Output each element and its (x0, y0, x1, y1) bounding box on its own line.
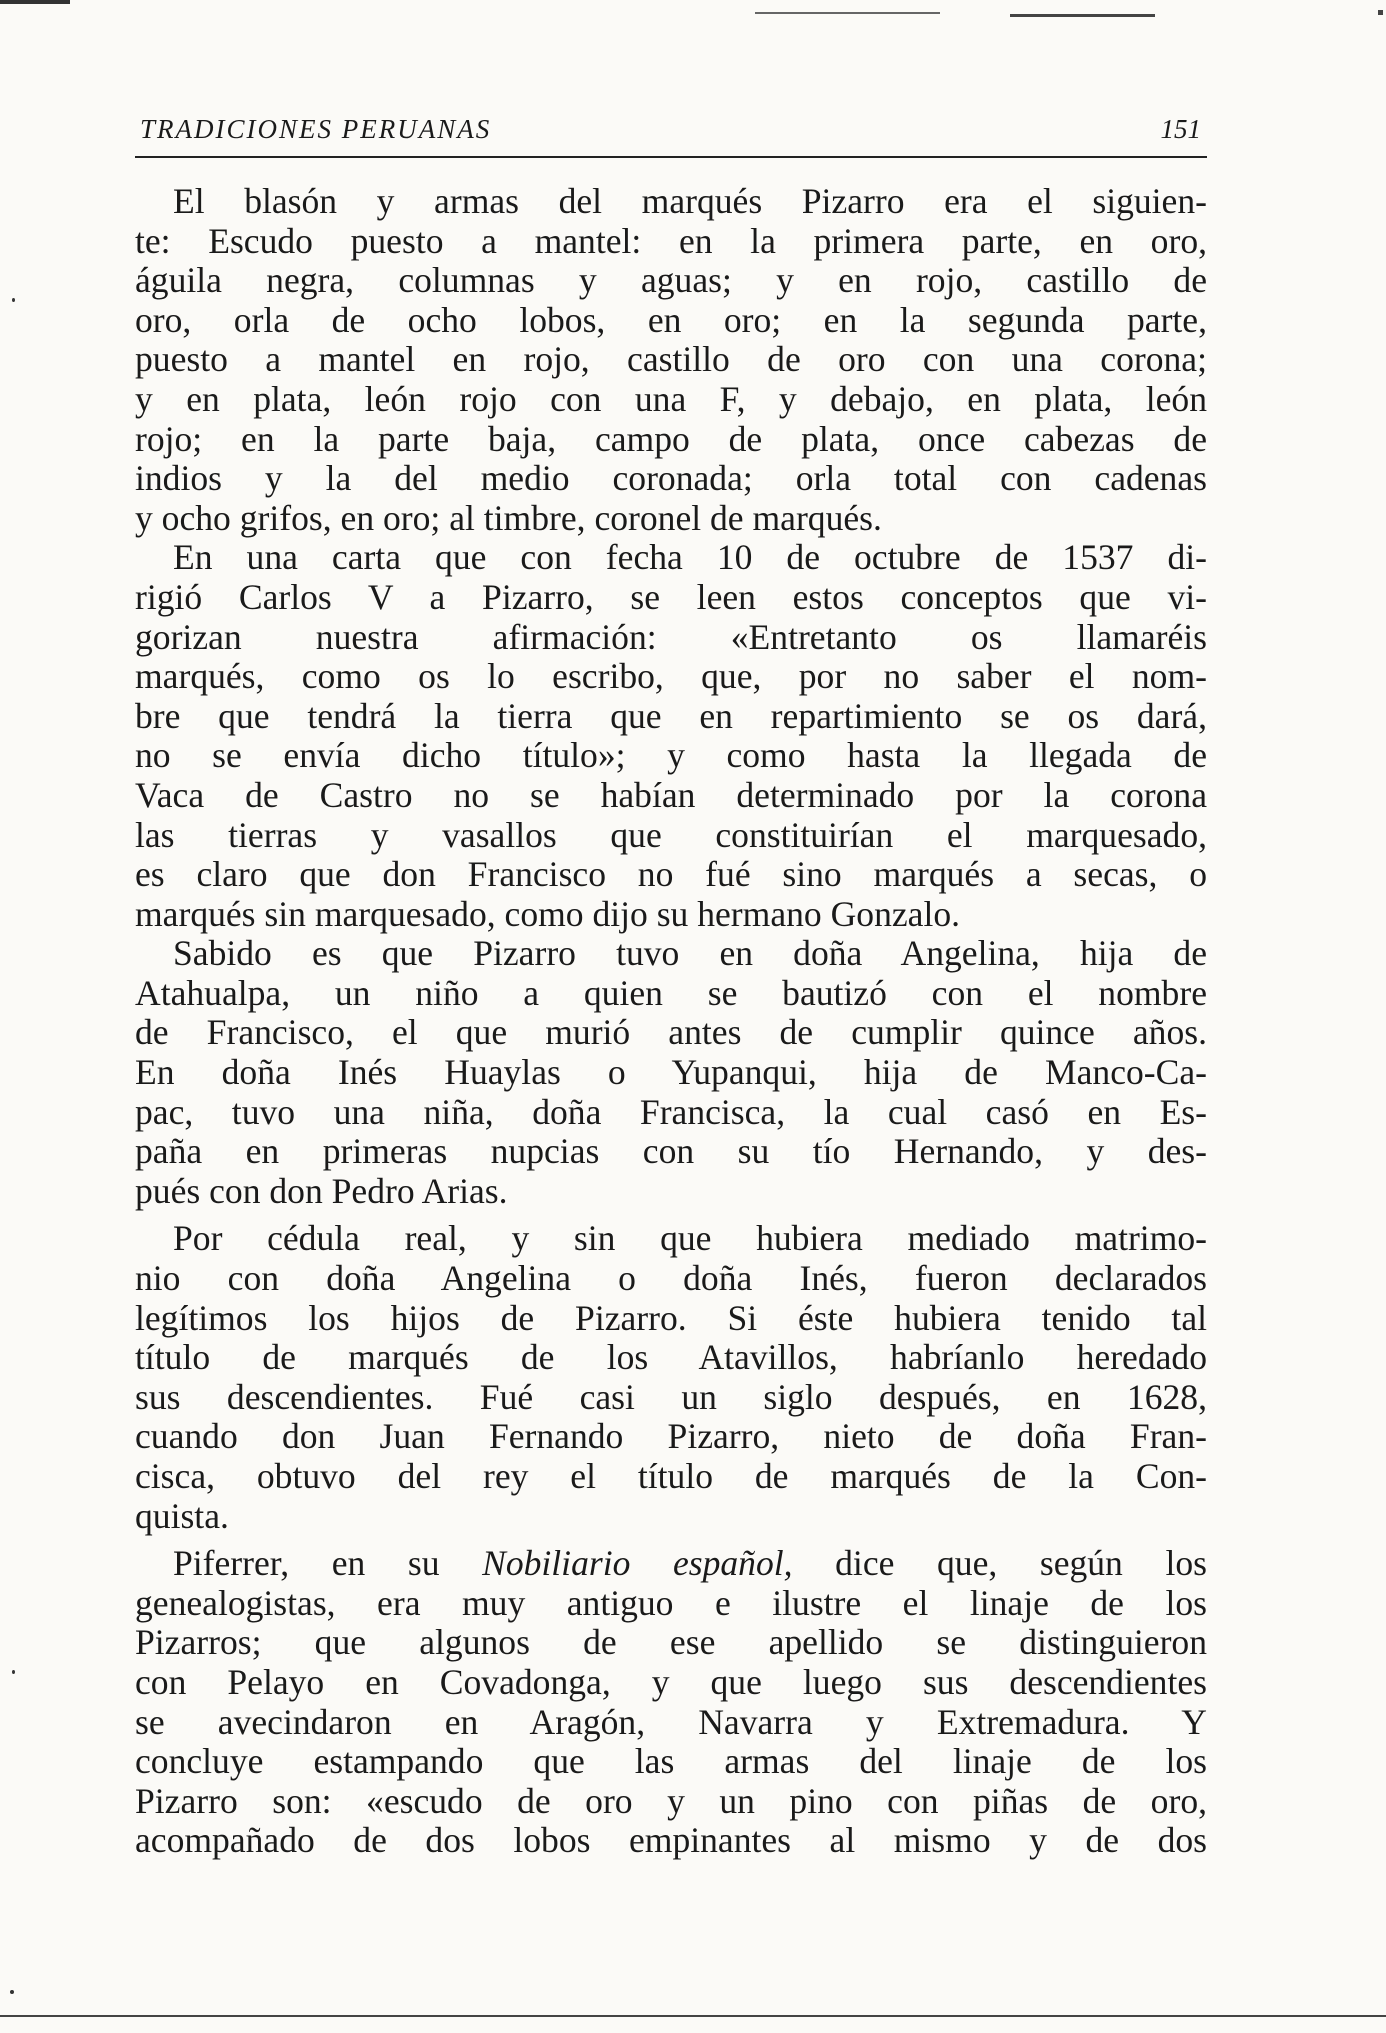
book-title: TRADICIONES PERUANAS (140, 114, 492, 144)
text-line: bre que tendrá la tierra que en repartimiento se os dará, (135, 695, 1207, 736)
scan-speck (12, 298, 15, 302)
text-line: oro, orla de ocho lobos, en oro; en la segunda parte, (135, 299, 1207, 340)
scan-speck (10, 1990, 14, 1994)
text-line: legítimos los hijos de Pizarro. Si éste hubiera tenido tal (135, 1297, 1207, 1338)
text-line: y ocho grifos, en oro; al timbre, coronel de marqués. (135, 497, 882, 538)
text-line: El blasón y armas del marqués Pizarro era el siguien- (173, 181, 1207, 221)
book-title-italic: Nobiliario español, (482, 1543, 793, 1584)
scan-mark (1378, 10, 1383, 15)
text-line: Pizarros; que algunos de ese apellido se distinguieron (135, 1622, 1207, 1663)
text-line: con Pelayo en Covadonga, y que luego sus descendientes (135, 1661, 1207, 1702)
text-line: marqués, como os lo escribo, que, por no saber el nom- (135, 656, 1207, 697)
text-line: es claro que don Francisco no fué sino marqués a secas, o (135, 854, 1207, 895)
text-line: concluye estampando que las armas del linaje de los (135, 1741, 1207, 1782)
scan-mark (1010, 14, 1155, 17)
text-run: dice que, según los (835, 1543, 1207, 1584)
text-line: Vaca de Castro no se habían determinado por la corona (135, 774, 1207, 815)
text-line: y en plata, león rojo con una F, y debajo, en plata, león (135, 378, 1207, 419)
text-line: pac, tuvo una niña, doña Francisca, la cual casó en Es- (135, 1091, 1207, 1132)
page-bottom-edge (0, 2015, 1386, 2017)
text-line: acompañado de dos lobos empinantes al mismo y de dos (135, 1820, 1207, 1861)
text-line: genealogistas, era muy antiguo e ilustre el linaje de los (135, 1582, 1207, 1623)
body-text (135, 182, 1207, 1861)
text-line: cuando don Juan Fernando Pizarro, nieto de doña Fran- (135, 1416, 1207, 1457)
text-line: gorizan nuestra afirmación: «Entretanto os llamaréis (135, 616, 1207, 657)
text-line: puesto a mantel en rojo, castillo de oro con una corona; (135, 339, 1207, 380)
text-line: quista. (135, 1495, 229, 1536)
text-line: te: Escudo puesto a mantel: en la primera parte, en oro, (135, 220, 1207, 261)
scan-mark (0, 0, 70, 4)
text-run: Piferrer, en su (173, 1543, 440, 1584)
text-line: de Francisco, el que murió antes de cumplir quince años. (135, 1012, 1207, 1053)
text-line: se avecindaron en Aragón, Navarra y Extremadura. Y (135, 1701, 1207, 1742)
scan-speck (12, 1670, 15, 1674)
text-line: águila negra, columnas y aguas; y en rojo, castillo de (135, 260, 1207, 301)
text-line: las tierras y vasallos que constituirían el marquesado, (135, 814, 1207, 855)
text-line: rojo; en la parte baja, campo de plata, once cabezas de (135, 418, 1207, 459)
text-line: título de marqués de los Atavillos, habríanlo heredado (135, 1337, 1207, 1378)
text-line: Por cédula real, y sin que hubiera mediado matrimo- (173, 1218, 1207, 1259)
text-line: nio con doña Angelina o doña Inés, fueron declarados (135, 1258, 1207, 1299)
text-line: paña en primeras nupcias con su tío Hernando, y des- (135, 1131, 1207, 1172)
text-line: marqués sin marquesado, como dijo su hermano Gonzalo. (135, 893, 961, 934)
text-line: Sabido es que Pizarro tuvo en doña Angelina, hija de (173, 933, 1207, 974)
text-line: Pizarro son: «escudo de oro y un pino con piñas de oro, (135, 1780, 1207, 1821)
text-line: no se envía dicho título»; y como hasta la llegada de (135, 735, 1207, 776)
text-line: rigió Carlos V a Pizarro, se leen estos conceptos que vi- (135, 576, 1207, 617)
text-line: cisca, obtuvo del rey el título de marqués de la Con- (135, 1456, 1207, 1496)
text-line: pués con don Pedro Arias. (135, 1170, 508, 1211)
running-head (135, 110, 1207, 158)
text-line: En una carta que con fecha 10 de octubre de 1537 di- (173, 537, 1207, 578)
text-line: indios y la del medio coronada; orla total con cadenas (135, 458, 1207, 499)
text-line: sus descendientes. Fué casi un siglo después, en 1628, (135, 1376, 1207, 1417)
text-line: Atahualpa, un niño a quien se bautizó con el nombre (135, 972, 1207, 1013)
text-line (135, 1544, 1207, 1584)
text-line: En doña Inés Huaylas o Yupanqui, hija de Manco-Ca- (135, 1052, 1207, 1093)
page-number: 151 (1160, 114, 1201, 144)
scan-mark (755, 12, 940, 14)
